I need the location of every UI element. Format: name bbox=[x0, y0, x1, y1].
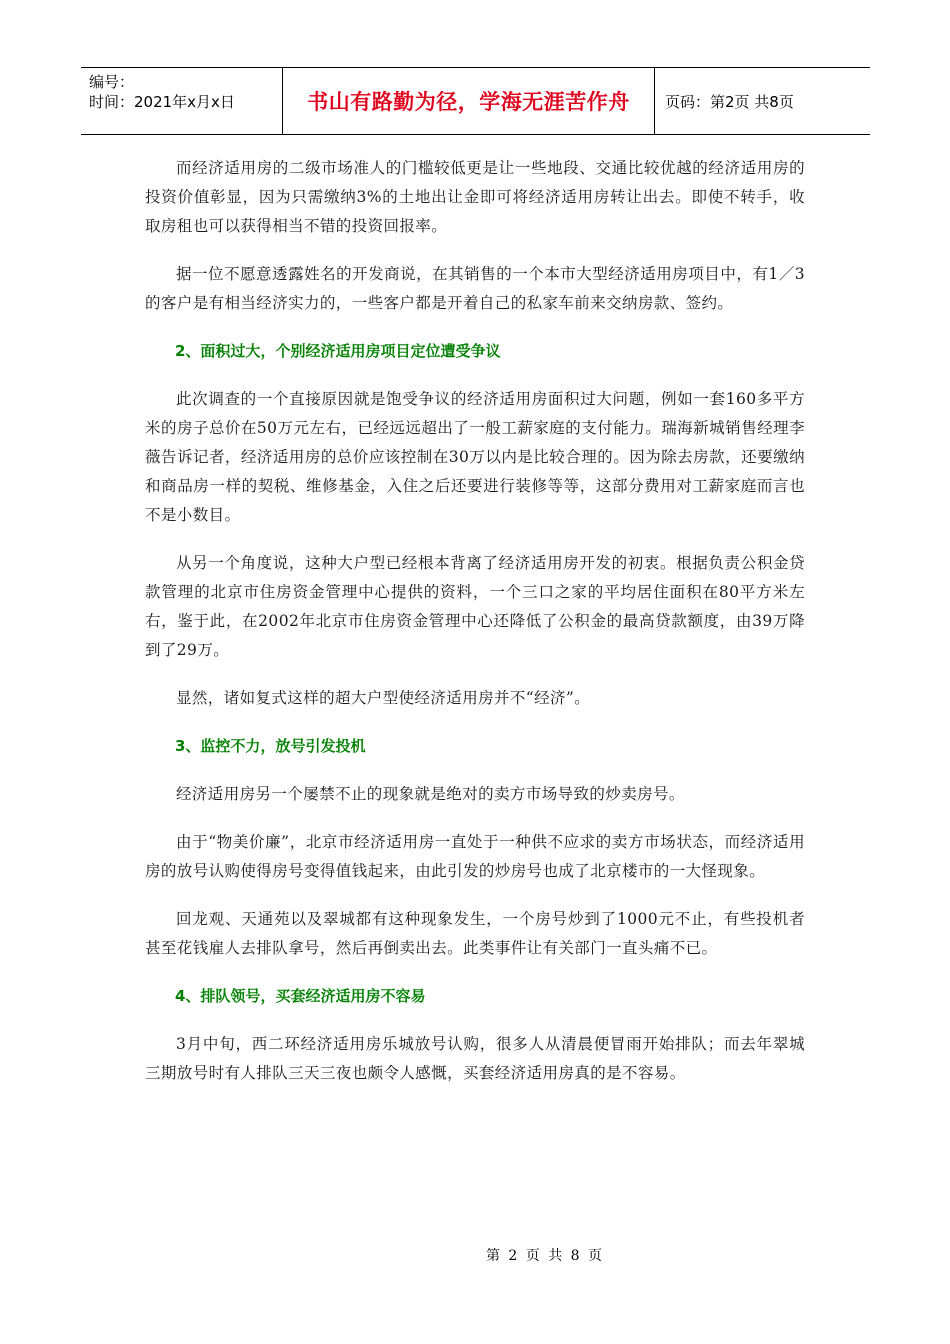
paragraph: 从另一个角度说，这种大户型已经根本背离了经济适用房开发的初衷。根据负责公积金贷款管理的北京市住房资金管理中心提供的资料，一个三口之家的平均居住面积在80平方米左右，鉴于此，在2002年北京市住房资金管理中心还降低了公积金的最高贷款额度，由39万降到了29万。 bbox=[145, 554, 805, 659]
paragraph: 3月中旬，西二环经济适用房乐城放号认购，很多人从清晨便冒雨开始排队；而去年翠城三期放号时有人排队三天三夜也颇令人感慨，买套经济适用房真的是不容易。 bbox=[145, 1035, 805, 1082]
page-header bbox=[81, 67, 870, 135]
header-motto: 书山有路勤为径，学海无涯苦作舟 bbox=[283, 68, 655, 134]
paragraph: 由于“物美价廉”，北京市经济适用房一直处于一种供不应求的卖方市场状态，而经济适用房的放号认购使得房号变得值钱起来，由此引发的炒房号也成了北京楼市的一大怪现象。 bbox=[145, 833, 805, 880]
paragraph: 经济适用房另一个屡禁不止的现象就是绝对的卖方市场导致的炒卖房号。 bbox=[176, 785, 685, 803]
paragraph: 此次调查的一个直接原因就是饱受争议的经济适用房面积过大问题，例如一套160多平方米的房子总价在50万元左右，已经远远超出了一般工薪家庭的支付能力。瑞海新城销售经理李薇告诉记者，经济适用房的总价应该控制在30万以内是比较合理的。因为除去房款，还要缴纳和商品房一样的契税、维修基金，入住之后还要进行装修等等，这部分费用对工薪家庭而言也不是小数目。 bbox=[145, 390, 805, 524]
section-heading: 2、面积过大，个别经济适用房项目定位遭受争议 bbox=[175, 342, 501, 360]
paragraph: 据一位不愿意透露姓名的开发商说，在其销售的一个本市大型经济适用房项目中，有1／3的客户是有相当经济实力的，一些客户都是开着自己的私家车前来交纳房款、签约。 bbox=[145, 265, 805, 312]
section-heading: 4、排队领号，买套经济适用房不容易 bbox=[175, 987, 426, 1005]
section-heading: 3、监控不力，放号引发投机 bbox=[175, 737, 366, 755]
paragraph: 显然，诸如复式这样的超大户型使经济适用房并不“经济”。 bbox=[176, 689, 591, 707]
header-page-info: 页码：第2页 共8页 bbox=[665, 92, 794, 111]
page-footer: 第 2 页 共 8 页 bbox=[485, 1248, 605, 1264]
paragraph: 回龙观、天通苑以及翠城都有这种现象发生，一个房号炒到了1000元不止，有些投机者甚至花钱雇人去排队拿号，然后再倒卖出去。此类事件让有关部门一直头痛不已。 bbox=[145, 910, 805, 957]
document-time-label: 时间：2021年x月x日 bbox=[89, 93, 235, 111]
document-number-label: 编号： bbox=[89, 73, 135, 91]
header-meta bbox=[81, 68, 283, 134]
paragraph: 而经济适用房的二级市场准人的门槛较低更是让一些地段、交通比较优越的经济适用房的投资价值彰显，因为只需缴纳3%的土地出让金即可将经济适用房转让出去。即使不转手，收取房租也可以获得相当不错的投资回报率。 bbox=[145, 159, 805, 235]
document-body bbox=[145, 154, 805, 1107]
